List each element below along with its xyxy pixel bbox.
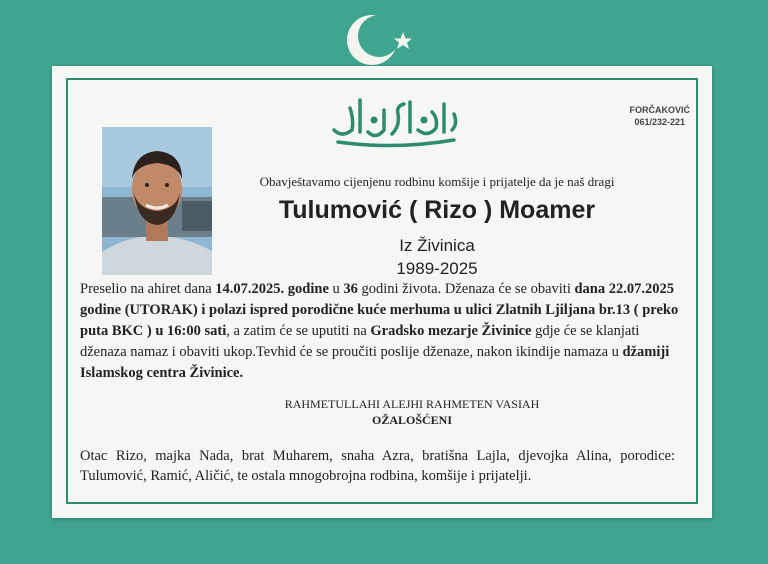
text-part: gdje će se klanjati dženaza namaz i obaviti ukop.Tevhid će se proučiti poslije dženaze, nakon ikindije namaza u — [80, 323, 640, 360]
announcement-line: Obavještavamo cijenjenu rodbinu komšije i prijatelje da je naš dragi — [259, 174, 615, 189]
cemetery: Gradsko mezarje Živinice — [370, 323, 532, 339]
mosque: džamiji Islamskog centra Živinice. — [80, 344, 670, 381]
mourners-list: Otac Rizo, majka Nada, brat Muharem, snaha Azra, bratišna Lajla, djevojka Alina, porodice: Tulumović, Ramić, Aličić, te ostala mnogobrojna rodbina, komšije i prijatelji. — [80, 448, 675, 484]
funeral-date-location: dana 22.07.2025 godine (UTORAK) i polazi ispred porodične kuće merhuma u ulici Zlatnih Ljiljana br.13 ( preko puta BKC ) u 16:00 sati — [80, 281, 679, 339]
text-part: u — [328, 281, 344, 297]
prayer-line: RAHMETULLAHI ALEJHI RAHMETEN VASIAH — [284, 397, 540, 411]
life-years: 1989-2025 — [396, 259, 478, 278]
hometown: Iz Živinica — [399, 236, 475, 255]
stamp-phone: 061/232-221 — [634, 117, 686, 127]
funeral-details — [80, 279, 680, 384]
date-of-death: 14.07.2025. godine — [215, 281, 329, 297]
deceased-photo — [102, 127, 212, 275]
deceased-name: Tulumović ( Rizo ) Moamer — [278, 196, 596, 224]
text-part: , a zatim će se uputiti na — [226, 323, 371, 339]
funeral-service-stamp — [630, 104, 691, 128]
crescent-star-icon — [345, 10, 425, 70]
text-part: godini života. Dženaza će se obaviti — [357, 281, 575, 297]
obituary-notice — [52, 66, 712, 518]
text-part: Preselio na ahiret dana — [80, 281, 216, 297]
mourners-label: OŽALOŠĆENI — [371, 413, 453, 427]
age: 36 — [343, 281, 358, 297]
stamp-name: FORČAKOVIĆ — [629, 105, 690, 115]
arabic-calligraphy — [324, 90, 464, 150]
